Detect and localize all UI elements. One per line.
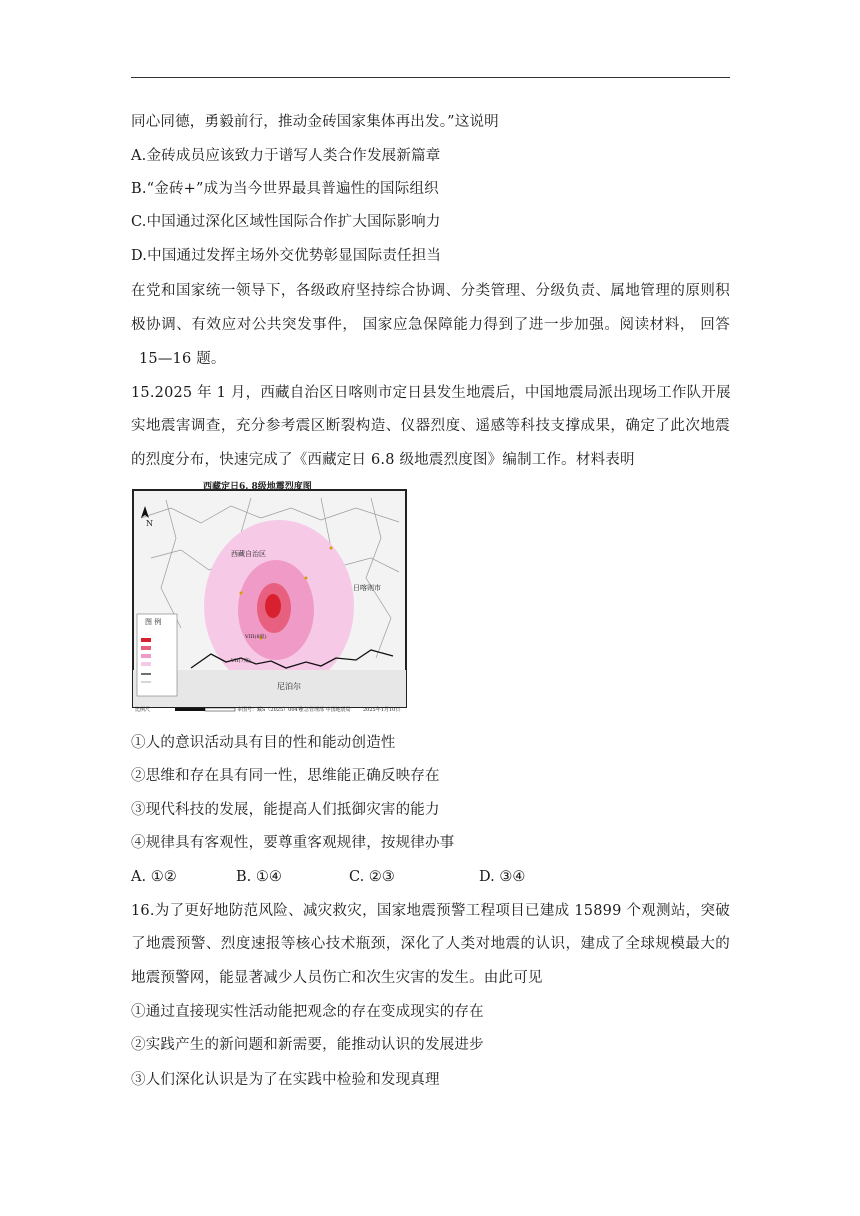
intro-line: 15—16 题。 xyxy=(139,351,226,367)
option-d: D.中国通过发挥主场外交优势彰显国际责任担当 xyxy=(131,248,442,264)
map-date: 2025年1月10日 xyxy=(363,707,401,713)
compass-label: N xyxy=(146,519,153,528)
review-number: 审图号：藏S（2025）004号 xyxy=(237,707,303,713)
publisher-label: 应急管理部 中国地震局 xyxy=(299,707,351,713)
question-16-line: 16.为了更好地防范风险、减灾救灾，国家地震预警工程项目已建成 15899 个观测站，突破 xyxy=(131,903,730,919)
header-rule xyxy=(131,77,730,78)
map-graphic xyxy=(131,478,408,715)
zone-label: VIII(8度) xyxy=(245,634,267,640)
statement-3: ③人们深化认识是为了在实践中检验和发现真理 xyxy=(131,1072,440,1088)
answer-option-b: B. ①④ xyxy=(236,869,282,885)
statement-4: ④规律具有客观性，要尊重客观规律，按规律办事 xyxy=(131,835,455,851)
option-b: B.“金砖+”成为当今世界最具普遍性的国际组织 xyxy=(131,181,439,197)
intensity-zone-9 xyxy=(265,594,281,618)
intro-line: 在党和国家统一领导下，各级政府坚持综合协调、分类管理、分级负责、属地管理的原则积 xyxy=(131,283,730,299)
statement-3: ③现代科技的发展，能提高人们抵御灾害的能力 xyxy=(131,802,440,818)
city-label: 日喀则市 xyxy=(353,584,381,592)
question-15-line: 15.2025 年 1 月，西藏自治区日喀则市定日县发生地震后，中国地震局派出现场工作队开展 xyxy=(131,385,731,401)
text-line: 同心同德，勇毅前行，推动金砖国家集体再出发。”这说明 xyxy=(131,114,499,130)
answer-option-c: C. ②③ xyxy=(349,869,395,885)
scale-label: 比例尺 xyxy=(135,707,151,713)
statement-1: ①人的意识活动具有目的性和能动创造性 xyxy=(131,735,396,751)
statement-2: ②思维和存在具有同一性，思维能正确反映存在 xyxy=(131,768,440,784)
answer-option-a: A. ①② xyxy=(131,869,177,885)
map-title: 西藏定日6. 8级地震烈度图 xyxy=(203,482,312,492)
intro-line: 极协调、有效应对公共突发事件， 国家应急保障能力得到了进一步加强。阅读材料， 回答 xyxy=(131,317,730,333)
answer-option-d: D. ③④ xyxy=(479,869,526,885)
seismic-intensity-map xyxy=(131,478,408,715)
statement-1: ①通过直接现实性活动能把观念的存在变成现实的存在 xyxy=(131,1004,484,1020)
zone-label: VII(7度) xyxy=(231,658,251,664)
question-16-line: 地震预警网，能显著减少人员伤亡和次生灾害的发生。由此可见 xyxy=(131,970,543,986)
question-15-line: 的烈度分布，快速完成了《西藏定日 6.8 级地震烈度图》编制工作。材料表明 xyxy=(131,452,635,468)
region-label: 西藏自治区 xyxy=(231,550,266,558)
option-c: C.中国通过深化区域性国际合作扩大国际影响力 xyxy=(131,214,441,230)
statement-2: ②实践产生的新问题和新需要，能推动认识的发展进步 xyxy=(131,1037,484,1053)
question-16-line: 了地震预警、烈度速报等核心技术瓶颈，深化了人类对地震的认识，建成了全球规模最大的 xyxy=(131,936,730,952)
country-label: 尼泊尔 xyxy=(277,682,301,691)
option-a: A.金砖成员应该致力于谱写人类合作发展新篇章 xyxy=(131,148,441,164)
question-15-line: 实地震害调查，充分参考震区断裂构造、仪器烈度、遥感等科技支撑成果，确定了此次地震 xyxy=(131,418,730,434)
legend-title: 图 例 xyxy=(145,618,162,626)
